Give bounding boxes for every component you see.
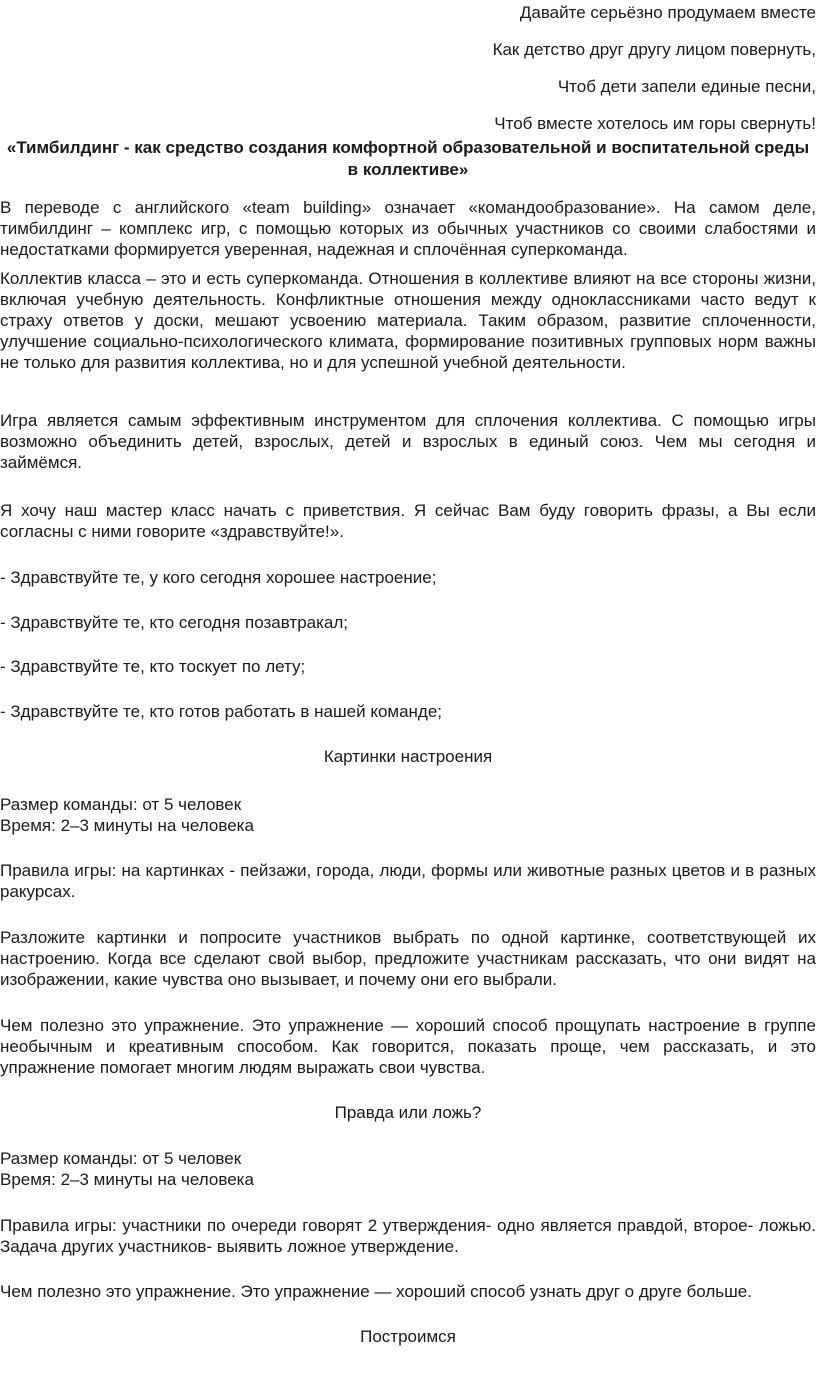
section2-meta [0,1148,816,1190]
section-title-line-up: Построимся [360,1327,456,1346]
section1-team-size: Размер команды: от 5 человек [0,795,242,814]
section1-benefit: Чем полезно это упражнение. Это упражнение — хороший способ прощупать настроение в группе необычным и креативным способом. Как говорится, показать проще, чем рассказать, и это упражнение помогает многим людям выражать свои чувства. [0,1016,816,1077]
section1-rules: Правила игры: на картинках - пейзажи, города, люди, формы или животные разных цветов и в разных ракурсах. [0,861,816,901]
epigraph-line-4: Чтоб вместе хотелось им горы свернуть! [494,114,816,133]
document-title: «Тимбилдинг - как средство создания комфортной образовательной и воспитательной среды в коллективе» [6,138,810,179]
paragraph-definition: В переводе с английского «team building» означает «командообразование». На самом деле, тимбилдинг – комплекс игр, с помощью которых из обычных участников со своими слабостями и недостатками формируется уверенная, надежная и сплочённая суперкоманда. [0,198,816,259]
section2-team-size: Размер команды: от 5 человек [0,1149,242,1168]
paragraph-game: Игра является самым эффективным инструментом для сплочения коллектива. С помощью игры возможно объединить детей, взрослых, детей и взрослых в единый союз. Чем мы сегодня и займёмся. [0,411,816,472]
section1-time: Время: 2–3 минуты на человека [0,816,254,835]
paragraph-class-team: Коллектив класса – это и есть суперкоманда. Отношения в коллективе влияют на все стороны жизни, включая учебную деятельность. Конфликтные отношения между одноклассниками часто ведут к страху ответов у доски, мешают усвоению материала. Таким образом, развитие сплоченности, улучшение социально-психологического климата, формирование позитивных групповых норм важны не только для развития коллектива, но и для успешной учебной деятельности. [0,269,816,372]
greeting-line-1: - Здравствуйте те, у кого сегодня хорошее настроение; [0,568,437,587]
paragraph-greeting-intro: Я хочу наш мастер класс начать с приветствия. Я сейчас Вам буду говорить фразы, а Вы если согласны с ними говорите «здравствуйте!». [0,501,816,541]
section2-benefit: Чем полезно это упражнение. Это упражнение — хороший способ узнать друг о друге больше. [0,1282,752,1301]
greeting-line-4: - Здравствуйте те, кто готов работать в нашей команде; [0,702,443,721]
epigraph-line-3: Чтоб дети запели единые песни, [557,77,816,96]
greeting-line-2: - Здравствуйте те, кто сегодня позавтракал; [0,613,349,632]
epigraph-line-1: Давайте серьёзно продумаем вместе [519,3,816,22]
epigraph [0,2,816,134]
section2-rules: Правила игры: участники по очереди говорят 2 утверждения- одно является правдой, второе- ложью. Задача других участников- выявить ложное утверждение. [0,1216,816,1256]
section-title-mood-pictures: Картинки настроения [323,747,493,766]
section2-time: Время: 2–3 минуты на человека [0,1170,254,1189]
section1-meta [0,794,816,836]
epigraph-line-2: Как детство друг другу лицом повернуть, [492,40,816,59]
section1-instructions: Разложите картинки и попросите участников выбрать по одной картинке, соответствующей их настроению. Когда все сделают свой выбор, предложите участникам рассказать, что они видят на изображении, какие чувства оно вызывает, и почему они его выбрали. [0,928,816,989]
greeting-line-3: - Здравствуйте те, кто тоскует по лету; [0,657,306,676]
section-title-truth-or-lie: Правда или ложь? [334,1103,482,1122]
